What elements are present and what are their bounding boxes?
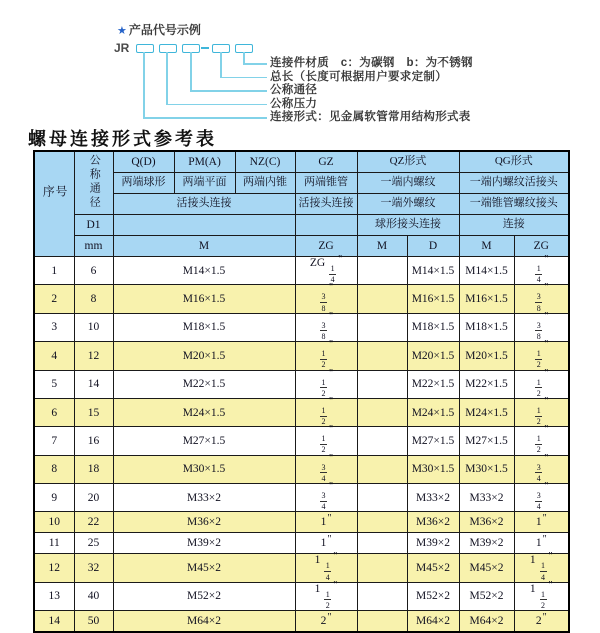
cell-qz-d: M36×2	[407, 512, 459, 533]
cell-qz-m	[357, 533, 407, 554]
cell-qz-m	[357, 342, 407, 370]
cell-m-thread: M36×2	[113, 512, 295, 533]
header-qg-zg: ZG	[514, 236, 569, 257]
header-col-gz: GZ	[295, 151, 357, 173]
cell-qz-d: M39×2	[407, 533, 459, 554]
header-seq	[34, 151, 74, 257]
table-row	[34, 342, 569, 370]
header-dn	[74, 151, 113, 215]
header-col-q: Q(D)	[113, 151, 174, 173]
cell-qg-zg: $\frac{3}{4}$ "	[514, 455, 569, 483]
header-d1: D1	[74, 215, 113, 236]
cell-qz-d: M30×1.5	[407, 455, 459, 483]
cell-qz-m	[357, 611, 407, 633]
cell-gz: 2"	[295, 611, 357, 633]
header-union-joint: 活接头连接	[113, 194, 295, 215]
table-row	[34, 285, 569, 313]
connector-line	[166, 52, 168, 104]
code-dash	[201, 47, 209, 49]
cell-gz: 1"	[295, 533, 357, 554]
cell-m-thread: M45×2	[113, 554, 295, 582]
cell-m-thread: M18×1.5	[113, 313, 295, 341]
cell-seq: 12	[34, 554, 74, 582]
cell-dn: 14	[74, 370, 113, 398]
table-row	[34, 427, 569, 455]
cell-qz-m	[357, 455, 407, 483]
cell-qz-d: M18×1.5	[407, 313, 459, 341]
cell-dn: 20	[74, 484, 113, 512]
header-pm-sub: 两端平面	[174, 173, 235, 194]
cell-m-thread: M16×1.5	[113, 285, 295, 313]
code-box	[136, 44, 154, 53]
cell-qg-zg: $\frac{1}{2}$ "	[514, 370, 569, 398]
star-icon: ★	[117, 25, 127, 37]
product-code-title-text: 产品代号示例	[128, 23, 201, 37]
connector-line	[243, 63, 267, 65]
cell-qg-m: M45×2	[459, 554, 514, 582]
connector-line	[166, 104, 267, 106]
cell-qg-zg: 1"	[514, 533, 569, 554]
header-qg-sub1: 一端内螺纹活接头	[459, 173, 569, 194]
cell-qg-zg: $\frac{3}{8}$ "	[514, 285, 569, 313]
cell-qg-m: M14×1.5	[459, 257, 514, 285]
connector-line	[190, 90, 267, 92]
cell-qg-zg: $\frac{1}{2}$ "	[514, 427, 569, 455]
cell-qg-m: M30×1.5	[459, 455, 514, 483]
header-q-sub: 两端球形	[113, 173, 174, 194]
cell-qz-m	[357, 554, 407, 582]
cell-qz-d: M22×1.5	[407, 370, 459, 398]
header-gz-unit: ZG	[295, 236, 357, 257]
cell-gz: $\frac{3}{4}$ "	[295, 455, 357, 483]
connector-line	[143, 117, 267, 119]
cell-qz-d: M24×1.5	[407, 398, 459, 426]
cell-qg-m: M39×2	[459, 533, 514, 554]
cell-seq: 2	[34, 285, 74, 313]
table-row	[34, 257, 569, 285]
code-label-diameter: 公称通径	[270, 84, 318, 96]
cell-qg-zg: $\frac{1}{4}$ "	[514, 257, 569, 285]
cell-m-thread: M14×1.5	[113, 257, 295, 285]
cell-gz: $\frac{3}{8}$ "	[295, 285, 357, 313]
header-col-nz: NZ(C)	[235, 151, 295, 173]
code-label-connection: 连接形式：见金属软管常用结构形式表	[270, 111, 471, 123]
cell-gz: 1 $\frac{1}{4}$ "	[295, 554, 357, 582]
table-title: 螺母连接形式参考表	[28, 129, 217, 149]
cell-seq: 3	[34, 313, 74, 341]
cell-dn: 12	[74, 342, 113, 370]
cell-seq: 8	[34, 455, 74, 483]
cell-m-thread: M30×1.5	[113, 455, 295, 483]
cell-gz: $\frac{1}{2}$ "	[295, 427, 357, 455]
cell-qz-d: M14×1.5	[407, 257, 459, 285]
table-body	[34, 254, 569, 633]
cell-qz-d: M20×1.5	[407, 342, 459, 370]
table-row	[34, 398, 569, 426]
cell-qg-m: M36×2	[459, 512, 514, 533]
cell-gz: $\frac{1}{2}$ "	[295, 342, 357, 370]
cell-qz-m	[357, 285, 407, 313]
header-qz-m: M	[357, 236, 407, 257]
table-row	[34, 512, 569, 533]
header-qg-m: M	[459, 236, 514, 257]
cell-qg-zg: 2"	[514, 611, 569, 633]
cell-qg-m: M22×1.5	[459, 370, 514, 398]
cell-m-thread: M52×2	[113, 582, 295, 610]
cell-qg-zg: $\frac{1}{2}$ "	[514, 342, 569, 370]
table-header	[34, 151, 569, 257]
header-mm: mm	[74, 236, 113, 257]
cell-dn: 15	[74, 398, 113, 426]
cell-seq: 11	[34, 533, 74, 554]
cell-qg-m: M20×1.5	[459, 342, 514, 370]
cell-qz-m	[357, 484, 407, 512]
header-qg-sub2: 一端锥管螺纹接头	[459, 194, 569, 215]
cell-qz-m	[357, 512, 407, 533]
cell-qg-m: M16×1.5	[459, 285, 514, 313]
cell-gz: ZG $\frac{1}{4}$ "	[295, 257, 357, 285]
cell-qg-m: M64×2	[459, 611, 514, 633]
cell-seq: 6	[34, 398, 74, 426]
cell-dn: 22	[74, 512, 113, 533]
cell-qz-d: M27×1.5	[407, 427, 459, 455]
cell-seq: 1	[34, 257, 74, 285]
header-dn-text: 公称通径	[88, 154, 101, 211]
cell-qz-m	[357, 370, 407, 398]
connector-line	[220, 77, 267, 79]
cell-qz-d: M52×2	[407, 582, 459, 610]
header-seq-text: 序号	[41, 185, 68, 234]
cell-m-thread: M27×1.5	[113, 427, 295, 455]
cell-dn: 16	[74, 427, 113, 455]
header-qz-ball-joint: 球形接头连接	[357, 215, 459, 236]
cell-seq: 9	[34, 484, 74, 512]
table-row	[34, 313, 569, 341]
connector-line	[220, 52, 222, 77]
cell-m-thread: M39×2	[113, 533, 295, 554]
header-empty-gz	[295, 215, 357, 236]
connector-line	[143, 52, 145, 117]
cell-qg-m: M27×1.5	[459, 427, 514, 455]
cell-qz-d: M16×1.5	[407, 285, 459, 313]
table-row	[34, 370, 569, 398]
code-label-length: 总长（长度可根据用户要求定制）	[270, 70, 447, 83]
cell-m-thread: M22×1.5	[113, 370, 295, 398]
table-row	[34, 455, 569, 483]
table-row	[34, 533, 569, 554]
nut-connection-table	[33, 150, 570, 633]
connector-line	[190, 52, 192, 90]
cell-dn: 10	[74, 313, 113, 341]
header-col-qg: QG形式	[459, 151, 569, 173]
cell-dn: 8	[74, 285, 113, 313]
cell-seq: 5	[34, 370, 74, 398]
cell-m-thread: M64×2	[113, 611, 295, 633]
code-prefix: JR	[114, 41, 130, 55]
cell-dn: 50	[74, 611, 113, 633]
connector-line	[243, 52, 245, 63]
cell-qg-m: M33×2	[459, 484, 514, 512]
cell-qz-m	[357, 582, 407, 610]
header-m-merged: M	[113, 236, 295, 257]
cell-qg-zg: 1 $\frac{1}{2}$ "	[514, 582, 569, 610]
cell-dn: 18	[74, 455, 113, 483]
cell-qz-d: M45×2	[407, 554, 459, 582]
cell-qz-m	[357, 398, 407, 426]
cell-qg-zg: 1"	[514, 512, 569, 533]
cell-dn: 6	[74, 257, 113, 285]
cell-m-thread: M33×2	[113, 484, 295, 512]
cell-qg-m: M52×2	[459, 582, 514, 610]
cell-qg-m: M24×1.5	[459, 398, 514, 426]
header-qz-sub2: 一端外螺纹	[357, 194, 459, 215]
header-empty-qpmnz	[113, 215, 295, 236]
table-row	[34, 611, 569, 633]
cell-gz: $\frac{3}{8}$ "	[295, 313, 357, 341]
header-nz-sub: 两端内锥	[235, 173, 295, 194]
cell-seq: 13	[34, 582, 74, 610]
code-label-pressure: 公称压力	[270, 97, 318, 110]
cell-qz-d: M64×2	[407, 611, 459, 633]
cell-qg-zg: $\frac{3}{8}$ "	[514, 313, 569, 341]
header-col-qz: QZ形式	[357, 151, 459, 173]
header-qz-d: D	[407, 236, 459, 257]
cell-m-thread: M20×1.5	[113, 342, 295, 370]
cell-seq: 7	[34, 427, 74, 455]
cell-m-thread: M24×1.5	[113, 398, 295, 426]
table-row	[34, 554, 569, 582]
header-qz-sub1: 一端内螺纹	[357, 173, 459, 194]
cell-seq: 14	[34, 611, 74, 633]
cell-gz: $\frac{3}{4}$ "	[295, 484, 357, 512]
cell-qg-zg: 1 $\frac{1}{4}$ "	[514, 554, 569, 582]
header-gz-sub: 两端锥管	[295, 173, 357, 194]
table-row	[34, 484, 569, 512]
cell-qz-m	[357, 313, 407, 341]
code-label-material: 连接件材质 c：为碳钢 b：为不锈钢	[270, 57, 473, 69]
table-row	[34, 582, 569, 610]
cell-seq: 10	[34, 512, 74, 533]
cell-seq: 4	[34, 342, 74, 370]
cell-qg-m: M18×1.5	[459, 313, 514, 341]
cell-qg-zg: $\frac{3}{4}$ "	[514, 484, 569, 512]
cell-gz: $\frac{1}{2}$ "	[295, 398, 357, 426]
product-code-title	[117, 21, 201, 38]
cell-gz: 1 $\frac{1}{2}$ "	[295, 582, 357, 610]
cell-qg-zg: $\frac{1}{2}$ "	[514, 398, 569, 426]
cell-qz-m	[357, 427, 407, 455]
cell-dn: 40	[74, 582, 113, 610]
header-gz-union-joint: 活接头连接	[295, 194, 357, 215]
cell-dn: 32	[74, 554, 113, 582]
header-col-pm: PM(A)	[174, 151, 235, 173]
code-box	[159, 44, 177, 53]
cell-qz-m	[357, 257, 407, 285]
cell-qz-d: M33×2	[407, 484, 459, 512]
cell-gz: $\frac{1}{2}$ "	[295, 370, 357, 398]
header-qg-connect: 连接	[459, 215, 569, 236]
cell-gz: 1"	[295, 512, 357, 533]
cell-dn: 25	[74, 533, 113, 554]
